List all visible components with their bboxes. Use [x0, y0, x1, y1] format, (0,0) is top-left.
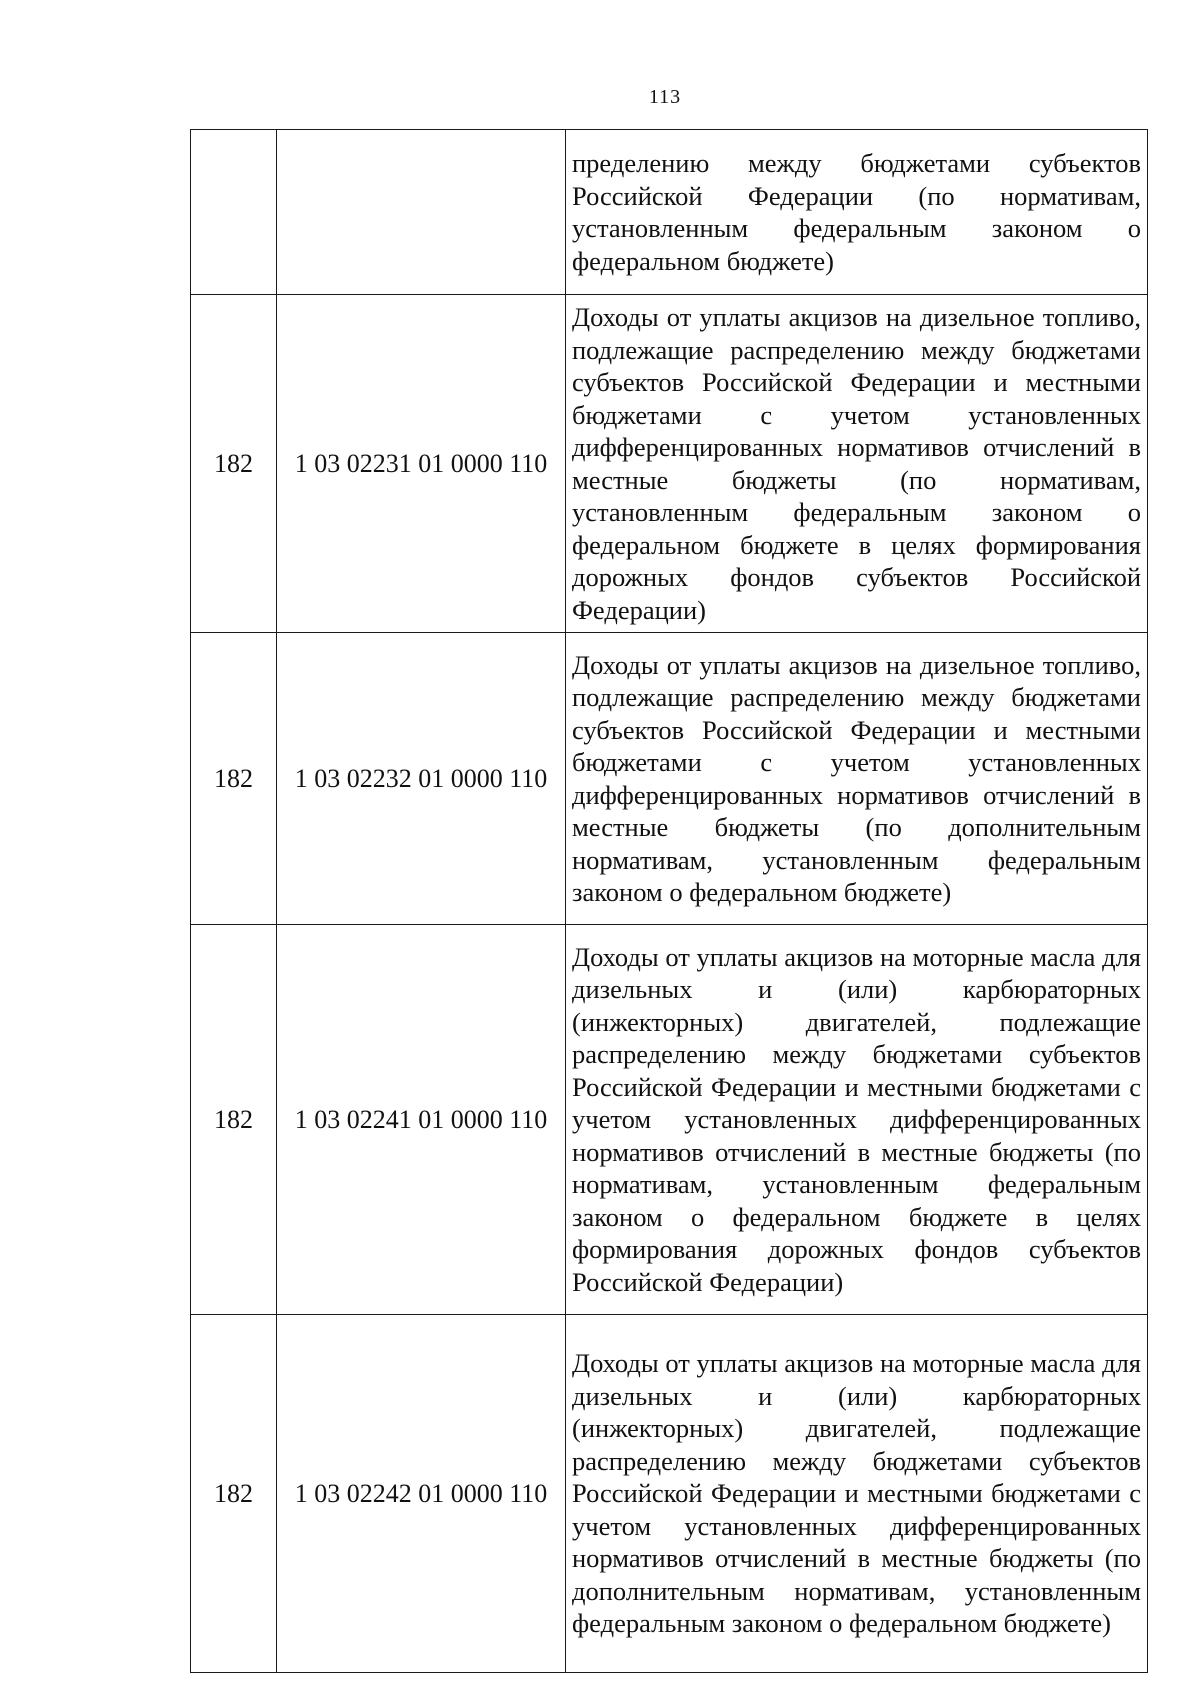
budget-code-cell: 1 03 02241 01 0000 110: [277, 925, 566, 1315]
admin-code-cell: 182: [191, 1315, 277, 1673]
description-cell: [566, 1315, 1148, 1673]
budget-code-cell: 1 03 02232 01 0000 110: [277, 633, 566, 925]
description-text: Доходы от уплаты акцизов на моторные масла для дизельных и (или) карбюраторных (инжекторных) двигателей, подлежащие распределению между бюджетами субъектов Российской Федерации и местными бюджетами с учетом установленных дифференцированных нормативов отчислений в местные бюджеты (по нормативам, установленным федеральным законом о федеральном бюджете в целях формирования дорожных фондов субъектов Российской Федерации): [572, 941, 1141, 1297]
admin-code-cell: [191, 130, 277, 295]
admin-code-cell: 182: [191, 295, 277, 633]
admin-code-cell: 182: [191, 633, 277, 925]
description-cell: [566, 295, 1148, 633]
description-text: Доходы от уплаты акцизов на моторные масла для дизельных и (или) карбюраторных (инжекторных) двигателей, подлежащие распределению между бюджетами субъектов Российской Федерации и местными бюджетами с учетом установленных дифференцированных нормативов отчислений в местные бюджеты (по дополнительным нормативам, установленным федеральным законом о федеральном бюджете): [572, 1348, 1141, 1639]
description-cell: [566, 925, 1148, 1315]
budget-codes-table: [190, 129, 1148, 1673]
description-cell: [566, 633, 1148, 925]
description-text: Доходы от уплаты акцизов на дизельное топливо, подлежащие распределению между бюджетами субъектов Российской Федерации и местными бюджетами с учетом установленных дифференцированных нормативов отчислений в местные бюджеты (по нормативам, установленным федеральным законом о федеральном бюджете в целях формирования дорожных фондов субъектов Российской Федерации): [572, 302, 1141, 625]
budget-code-cell: [277, 130, 566, 295]
table-row: [191, 295, 1148, 633]
description-text: пределению между бюджетами субъектов Российской Федерации (по нормативам, установленным федеральным законом о федеральном бюджете): [572, 148, 1141, 276]
table-row: [191, 633, 1148, 925]
admin-code-cell: 182: [191, 925, 277, 1315]
budget-code-cell: 1 03 02242 01 0000 110: [277, 1315, 566, 1673]
description-cell: [566, 130, 1148, 295]
description-text: Доходы от уплаты акцизов на дизельное топливо, подлежащие распределению между бюджетами субъектов Российской Федерации и местными бюджетами с учетом установленных дифференцированных нормативов отчислений в местные бюджеты (по дополнительным нормативам, установленным федеральным законом о федеральном бюджете): [572, 649, 1141, 907]
table-row: [191, 130, 1148, 295]
table-row: [191, 1315, 1148, 1673]
page-number: 113: [648, 86, 682, 108]
budget-code-cell: 1 03 02231 01 0000 110: [277, 295, 566, 633]
table-row: [191, 925, 1148, 1315]
